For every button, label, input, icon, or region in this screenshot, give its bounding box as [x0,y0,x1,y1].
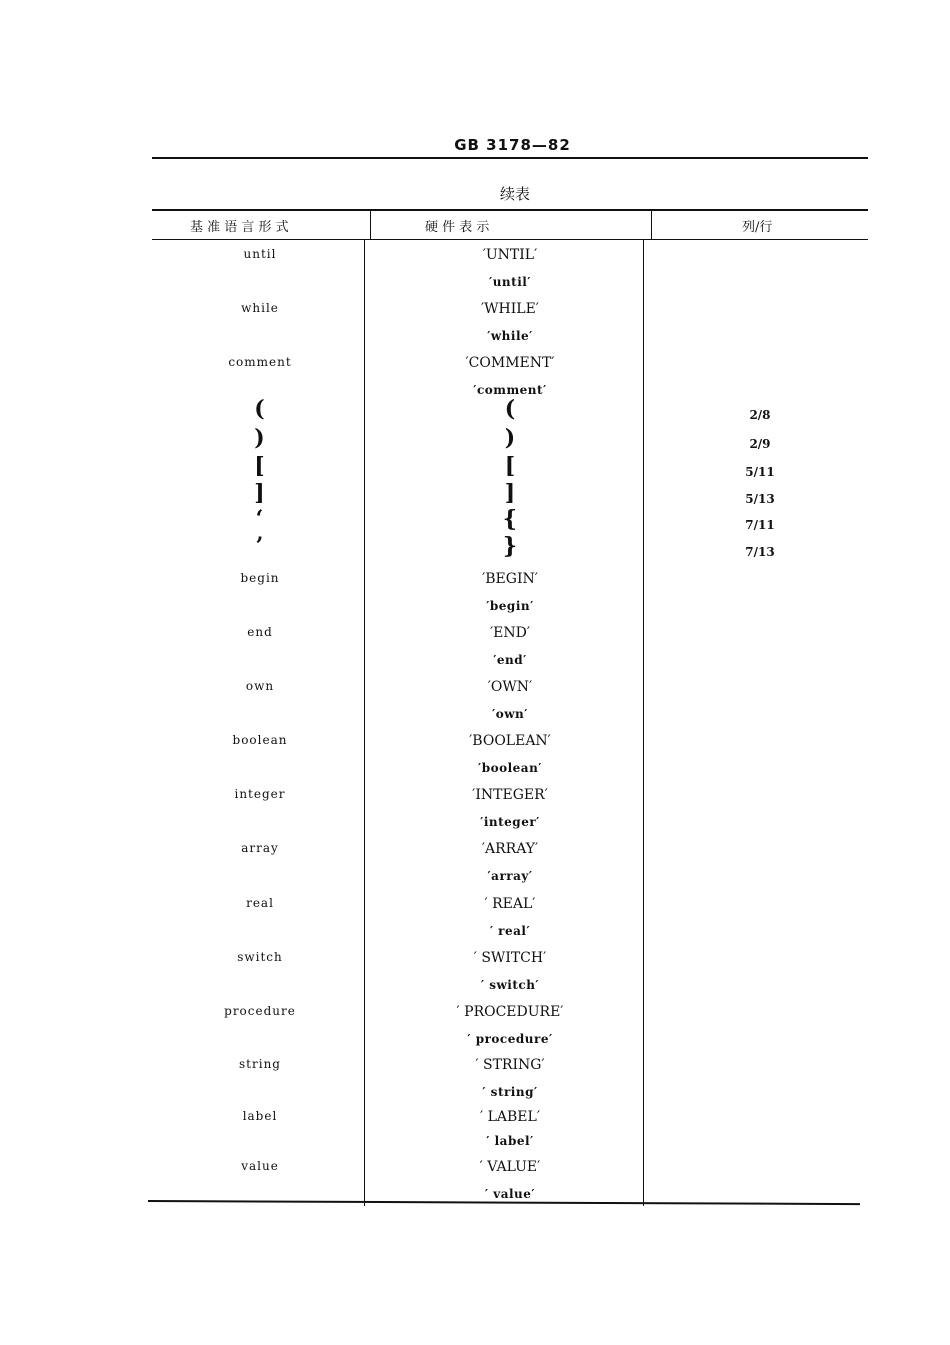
reference-form-cell: ] [254,480,266,506]
hardware-representation-lowercase-cell: ′ switch′ [480,978,540,992]
reference-form-cell: real [246,896,274,910]
column-header-reference-form: 基 准 语 言 形 式 [190,220,289,235]
column-row-position-cell: 7/13 [745,545,775,559]
header-rule [152,157,868,159]
column-row-position-cell: 7/11 [745,518,775,532]
reference-form-cell: begin [240,571,280,585]
header-bottom-rule [152,239,868,240]
column-divider-1-body [364,240,365,1206]
reference-form-cell: boolean [232,733,288,747]
reference-form-cell: array [241,841,279,855]
hardware-representation-cell: ′BEGIN′ [482,571,538,587]
hardware-representation-cell: [ [504,453,516,479]
hardware-representation-cell: ′ LABEL′ [479,1109,541,1125]
reference-form-cell: ) [254,425,266,451]
hardware-representation-cell: ′ VALUE′ [479,1159,541,1175]
reference-form-cell: while [241,301,279,315]
reference-form-cell: label [242,1109,278,1123]
column-row-position-cell: 5/11 [745,465,775,479]
reference-form-cell: comment [228,355,292,369]
hardware-representation-cell: ′ REAL′ [484,896,536,912]
hardware-representation-cell: ′ SWITCH′ [473,950,547,966]
hardware-representation-cell: ′COMMENT′ [465,355,555,371]
reference-form-cell: end [247,625,273,639]
column-row-position-cell: 2/9 [749,437,771,451]
hardware-representation-cell: ) [504,425,516,451]
hardware-representation-lowercase-cell: ′own′ [492,707,528,721]
hardware-representation-cell: ′INTEGER′ [472,787,548,803]
column-row-position-cell: 5/13 [745,492,775,506]
reference-form-cell: string [239,1057,281,1071]
hardware-representation-cell: ′END′ [489,625,531,641]
hardware-representation-cell: ′WHILE′ [480,301,539,317]
hardware-representation-cell: ′BOOLEAN′ [469,733,551,749]
table-top-rule [152,209,868,211]
hardware-representation-lowercase-cell: ′ string′ [482,1085,538,1099]
column-divider-2-body [643,240,644,1206]
reference-form-cell: value [241,1159,279,1173]
hardware-representation-lowercase-cell: ′array′ [487,869,533,883]
hardware-representation-lowercase-cell: ′comment′ [473,383,547,397]
page-header-standard-code: GB 3178—82 [454,136,571,154]
reference-form-cell: switch [237,950,283,964]
hardware-representation-cell: ′ PROCEDURE′ [456,1004,564,1020]
hardware-representation-cell: { [502,506,518,532]
reference-form-cell: ‘ [255,506,265,532]
hardware-representation-lowercase-cell: ′until′ [489,275,531,289]
hardware-representation-cell: ′ STRING′ [475,1057,545,1073]
reference-form-cell: procedure [224,1004,296,1018]
column-divider-1 [370,209,371,240]
hardware-representation-lowercase-cell: ′ procedure′ [467,1032,553,1046]
reference-form-cell: until [243,247,277,261]
hardware-representation-lowercase-cell: ′while′ [487,329,533,343]
reference-form-cell: integer [234,787,286,801]
hardware-representation-lowercase-cell: ′boolean′ [478,761,542,775]
column-header-hardware-representation: 硬 件 表 示 [425,220,490,235]
hardware-representation-lowercase-cell: ′ label′ [486,1134,534,1148]
column-divider-2 [651,209,652,240]
column-row-position-cell: 2/8 [749,408,771,422]
hardware-representation-cell: ′UNTIL′ [482,247,538,263]
reference-form-cell: ( [254,396,266,422]
reference-form-cell: own [245,679,275,693]
hardware-representation-lowercase-cell: ′ real′ [489,924,531,938]
hardware-representation-cell: ′ARRAY′ [481,841,539,857]
hardware-representation-lowercase-cell: ′integer′ [480,815,540,829]
table-caption: 续表 [499,185,530,203]
hardware-representation-cell: ] [504,480,516,506]
hardware-representation-lowercase-cell: ′begin′ [486,599,534,613]
hardware-representation-cell: ′OWN′ [487,679,533,695]
hardware-representation-cell: ( [504,396,516,422]
column-header-column-row: 列/行 [742,220,773,235]
hardware-representation-lowercase-cell: ′ value′ [484,1187,536,1201]
reference-form-cell: ’ [255,533,265,559]
reference-form-cell: [ [254,453,266,479]
hardware-representation-lowercase-cell: ′end′ [493,653,527,667]
hardware-representation-cell: } [502,533,518,559]
